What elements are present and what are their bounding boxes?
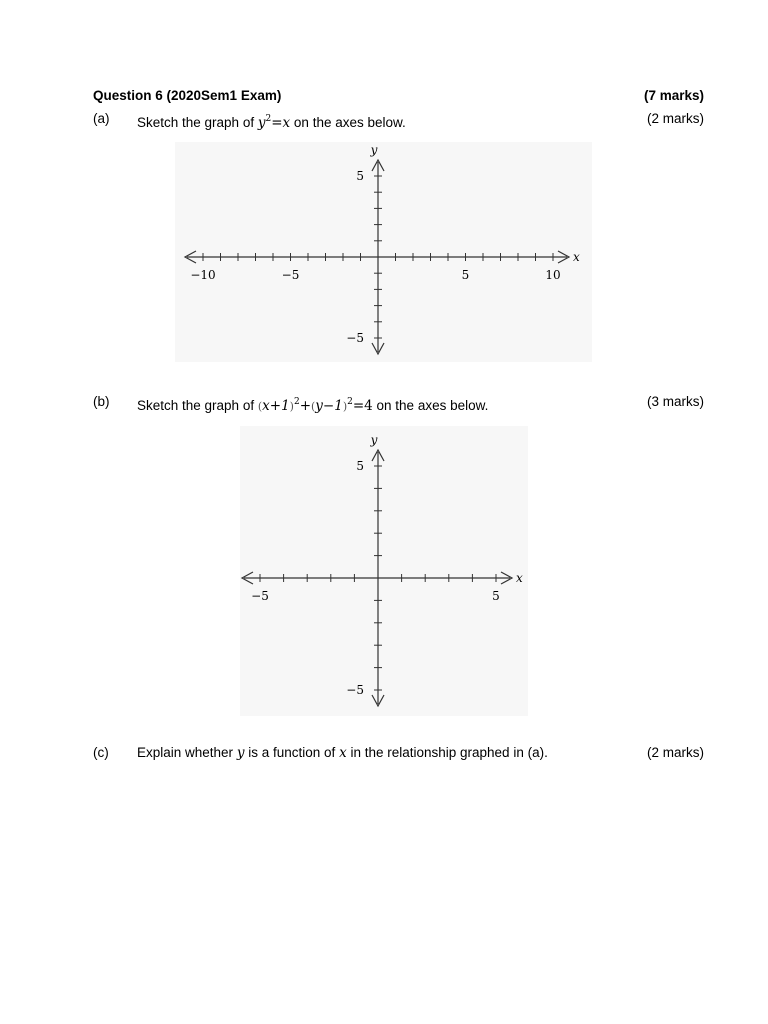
axes-b-panel xyxy=(240,426,528,716)
x-axis-label: x xyxy=(516,571,523,585)
x-tick-label: 5 xyxy=(461,268,470,282)
part-a-marks: (2 marks) xyxy=(647,111,704,126)
part-b-marks: (3 marks) xyxy=(647,394,704,409)
eq-b-exp2: 2 xyxy=(347,397,353,407)
part-b-equation: $(x+1)^2+(y-1)^2=4$ xyxy=(257,397,373,414)
question-header xyxy=(93,86,704,106)
part-c-var-x: x xyxy=(339,745,347,761)
eq-b-plus: + xyxy=(299,398,311,414)
part-c-label: (c) xyxy=(93,745,109,760)
eq-a-rhs: x xyxy=(282,115,291,131)
x-axis-label: x xyxy=(573,250,580,264)
y-tick-label: 5 xyxy=(356,169,364,183)
part-b-row xyxy=(93,392,704,412)
part-c-marks: (2 marks) xyxy=(647,745,704,760)
part-c-text xyxy=(137,743,548,763)
y-axis-label: y xyxy=(370,433,378,447)
axes-a-panel xyxy=(175,142,592,362)
part-a-equation xyxy=(258,115,290,131)
part-a-text-after: on the axes below. xyxy=(293,115,406,130)
y-tick-label: −5 xyxy=(346,683,364,697)
part-c-text-3: in the relationship graphed in (a). xyxy=(350,745,548,760)
part-c-text-2: is a function of xyxy=(248,745,336,760)
part-b-text-before: Sketch the graph of xyxy=(137,398,255,413)
question-title: Question 6 (2020Sem1 Exam) xyxy=(93,88,282,103)
x-tick-label: −5 xyxy=(251,589,269,603)
part-a-text xyxy=(137,109,406,133)
part-b-text-after: on the axes below. xyxy=(376,398,489,413)
eq-a-exp: 2 xyxy=(265,114,272,124)
axes-a xyxy=(175,142,592,362)
x-tick-label: 5 xyxy=(492,589,500,603)
part-b-text xyxy=(137,392,488,417)
y-tick-label: −5 xyxy=(346,331,364,345)
part-a-label: (a) xyxy=(93,111,110,126)
y-tick-label: 5 xyxy=(356,459,364,473)
x-tick-label: −5 xyxy=(281,268,300,282)
x-tick-label: −10 xyxy=(190,268,216,282)
x-tick-label: 10 xyxy=(545,268,561,282)
y-axis-label: y xyxy=(370,143,378,157)
part-a-text-before: Sketch the graph of xyxy=(137,115,255,130)
part-c-var-y: y xyxy=(236,745,245,761)
eq-b-exp1: 2 xyxy=(293,397,300,407)
part-c-text-1: Explain whether xyxy=(137,745,234,760)
eq-b-term1: x+1 xyxy=(262,398,290,414)
part-c-row xyxy=(93,743,704,763)
eq-a-equals: = xyxy=(271,115,283,131)
eq-b-equals: =4 xyxy=(352,398,373,414)
part-a-row xyxy=(93,109,704,129)
question-total-marks: (7 marks) xyxy=(643,88,704,103)
part-b-label: (b) xyxy=(93,394,110,409)
eq-a-lhs: y xyxy=(257,115,266,131)
axes-b xyxy=(240,426,528,716)
eq-b-term2: y−1 xyxy=(315,398,343,414)
